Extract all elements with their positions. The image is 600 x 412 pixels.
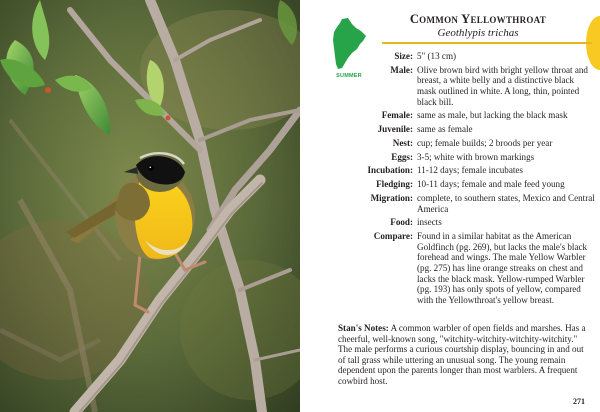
common-name-heading: Common Yellowthroat — [409, 12, 547, 26]
fact-value: same as female — [417, 124, 473, 135]
season-label: SUMMER — [336, 73, 362, 79]
fact-row-compare — [338, 231, 595, 308]
fact-row-fledging — [338, 179, 595, 193]
stans-notes-label: Stan's Notes: — [338, 323, 389, 333]
fact-value: 11-12 days; female incubates — [417, 165, 523, 176]
fact-value: cup; female builds; 2 broods per year — [417, 137, 553, 148]
fact-value: Found in a similar habitat as the American Goldfinch (pg. 269), but lacks the male's black forehead and wings. The male Yellow Warbler (pg. 275) has line orange streaks on chest and lacks the black mask. Yellow-rumped Warbler (pg. 193) has only spots of yellow, compared with the Yellowthroat's yellow breast. — [417, 231, 588, 305]
fact-value: 3-5; white with brown markings — [417, 151, 535, 162]
species-page — [300, 0, 600, 412]
fact-label: Nest: — [392, 137, 413, 148]
fact-label: Juvenile: — [377, 124, 413, 135]
fact-label: Food: — [390, 217, 413, 228]
fact-label: Fledging: — [376, 179, 413, 190]
latin-name-heading: Geothlypis trichas — [437, 27, 519, 39]
fact-row-male — [338, 65, 595, 111]
facts-table — [338, 51, 595, 309]
fact-label: Female: — [381, 110, 413, 121]
page-number: 271 — [573, 397, 585, 406]
stans-notes-text: A common warbler of open fields and marshes. Has a cheerful, well-known song, "witchity-witchity-witchity-witchity." The male performs a curious courtship display, bouncing in and out of tall grass while uttering an unusual song. The young remain dependent upon the parents longer than most warblers. A frequent cowbird host. — [338, 323, 586, 386]
fact-label: Incubation: — [367, 165, 413, 176]
fact-value: complete, to southern states, Mexico and Central America — [417, 193, 595, 214]
fact-label: Size: — [394, 51, 413, 61]
fact-row-juvenile — [338, 124, 595, 138]
fact-label: Compare: — [373, 231, 413, 242]
fact-value: Olive brown bird with bright yellow throat and breast, a white belly and a distinctive black mask outlined in white. A long, thin, pointed black bill. — [417, 64, 588, 107]
stans-notes — [338, 323, 590, 387]
fact-row-migration — [338, 193, 595, 217]
fact-value: 5" (13 cm) — [417, 51, 457, 61]
title-divider — [382, 42, 592, 44]
fact-value: insects — [417, 217, 442, 228]
fact-row-food — [338, 217, 595, 231]
fact-label: Eggs: — [391, 151, 413, 162]
fact-label: Male: — [390, 64, 413, 75]
fact-row-size — [338, 51, 595, 65]
fact-value: 10-11 days; female and male feed young — [417, 179, 565, 190]
fact-label: Migration: — [370, 193, 413, 204]
fact-row-nest — [338, 138, 595, 152]
fact-row-female — [338, 110, 595, 124]
fact-row-eggs — [338, 152, 595, 166]
fact-row-incubation — [338, 165, 595, 179]
fact-value: same as male, but lacking the black mask — [417, 110, 568, 121]
